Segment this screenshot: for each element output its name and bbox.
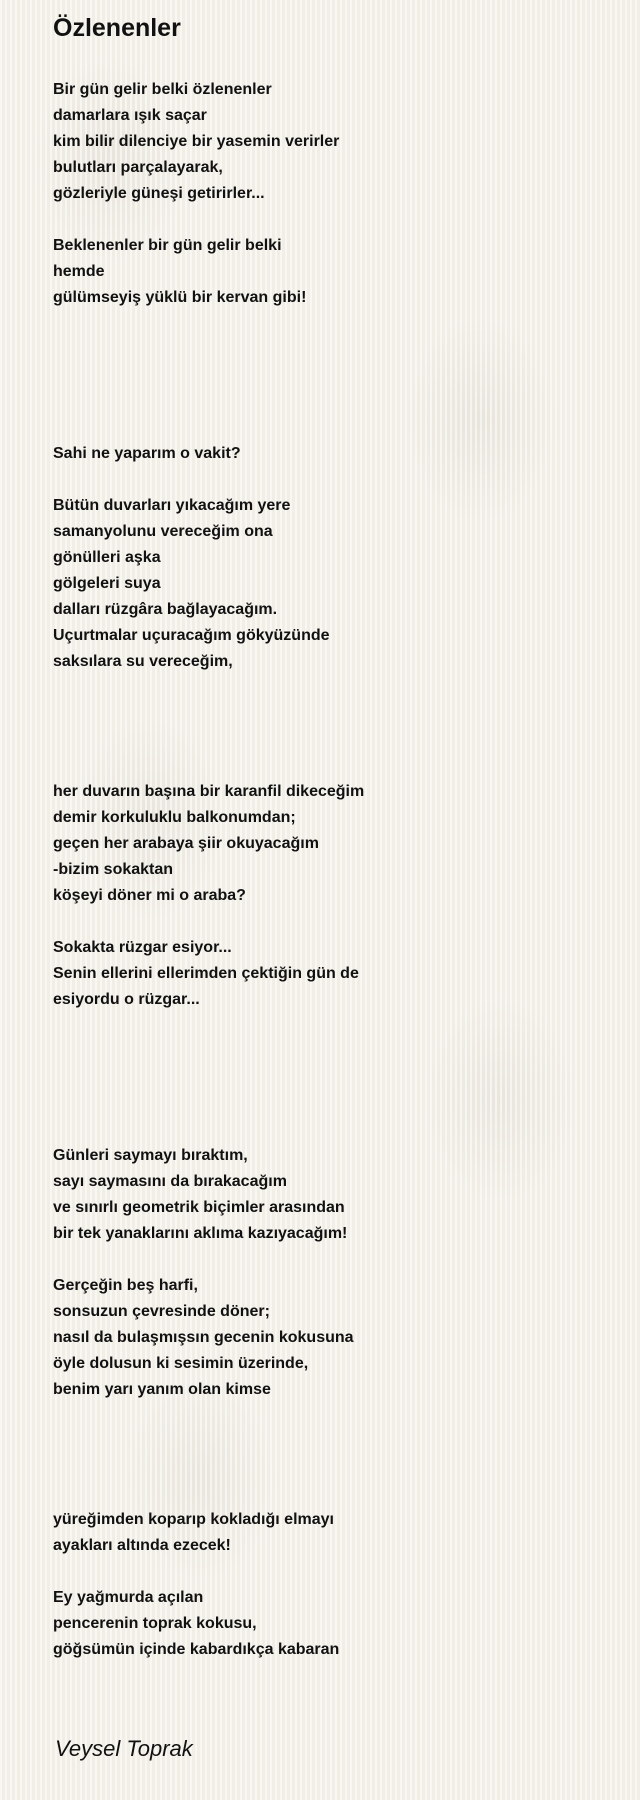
poem-line: dalları rüzgâra bağlayacağım. [53, 601, 278, 618]
poem-line: Uçurtmalar uçuracağım gökyüzünde [53, 627, 330, 644]
stanza-gap [53, 1247, 364, 1273]
poem-line: gülümseyiş yüklü bir kervan gibi! [53, 289, 307, 306]
poem-line: nasıl da bulaşmışsın gecenin kokusuna [53, 1329, 354, 1346]
poem-line: samanyolunu vereceğim ona [53, 523, 273, 540]
poem-line: hemde [53, 263, 105, 280]
stanza-gap [53, 415, 364, 441]
stanza-gap [53, 1091, 364, 1117]
poem-line: -bizim sokaktan [53, 861, 174, 878]
poem-line: kim bilir dilenciye bir yasemin verirler [53, 133, 340, 150]
stanza-gap [53, 363, 364, 389]
poem-author[interactable]: Veysel Toprak [55, 1736, 193, 1761]
stanza-gap [53, 727, 364, 753]
poem-title: Özlenenler [53, 14, 181, 42]
stanza-gap [53, 1455, 364, 1481]
poem-line: öyle dolusun ki sesimin üzerinde, [53, 1355, 309, 1372]
stanza-gap [53, 1065, 364, 1091]
poem-line: bir tek yanaklarını aklıma kazıyacağım! [53, 1225, 348, 1242]
poem-line: gözleriyle güneşi getirirler... [53, 185, 265, 202]
poem-line: ve sınırlı geometrik biçimler arasından [53, 1199, 345, 1216]
poem-line: Senin ellerini ellerimden çektiğin gün de [53, 965, 359, 982]
poem-line: yüreğimden koparıp kokladığı elmayı [53, 1511, 334, 1528]
stanza-gap [53, 753, 364, 779]
stanza-gap [53, 1117, 364, 1143]
poem-line: Beklenenler bir gün gelir belki [53, 237, 282, 254]
poem-line: gölgeleri suya [53, 575, 161, 592]
poem-line: sayı saymasını da bırakacağım [53, 1173, 287, 1190]
poem-line: Sokakta rüzgar esiyor... [53, 939, 232, 956]
poem-line: Sahi ne yaparım o vakit? [53, 445, 241, 462]
stanza-gap [53, 311, 364, 337]
poem-line: esiyordu o rüzgar... [53, 991, 200, 1008]
poem-line: geçen her arabaya şiir okuyacağım [53, 835, 319, 852]
poem-line: gönülleri aşka [53, 549, 161, 566]
poem-line: Bütün duvarları yıkacağım yere [53, 497, 291, 514]
poem-line: bulutları parçalayarak, [53, 159, 223, 176]
poem-line: Günleri saymayı bıraktım, [53, 1147, 248, 1164]
stanza-gap [53, 1429, 364, 1455]
poem-line: damarlara ışık saçar [53, 107, 207, 124]
poem-line: sonsuzun çevresinde döner; [53, 1303, 270, 1320]
poem-line: pencerenin toprak kokusu, [53, 1615, 257, 1632]
poem-line: saksılara su vereceğim, [53, 653, 233, 670]
stanza-gap [53, 467, 364, 493]
poem-line: köşeyi döner mi o araba? [53, 887, 246, 904]
stanza-gap [53, 675, 364, 701]
poem-line: Bir gün gelir belki özlenenler [53, 81, 272, 98]
stanza-gap [53, 701, 364, 727]
poem-line: Ey yağmurda açılan [53, 1589, 204, 1606]
poem-line: benim yarı yanım olan kimse [53, 1381, 271, 1398]
stanza-gap [53, 1559, 364, 1585]
stanza-gap [53, 1013, 364, 1039]
stanza-gap [53, 909, 364, 935]
stanza-gap [53, 337, 364, 363]
poem-line: her duvarın başına bir karanfil dikeceğim [53, 783, 365, 800]
poem-body [53, 77, 364, 1663]
stanza-gap [53, 1481, 364, 1507]
stanza-gap [53, 389, 364, 415]
stanza-gap [53, 1039, 364, 1065]
stanza-gap [53, 207, 364, 233]
stanza-gap [53, 1403, 364, 1429]
poem-line: demir korkuluklu balkonumdan; [53, 809, 296, 826]
poem-line: ayakları altında ezecek! [53, 1537, 231, 1554]
poem-line: göğsümün içinde kabardıkça kabaran [53, 1641, 340, 1658]
poem-line: Gerçeğin beş harfi, [53, 1277, 198, 1294]
